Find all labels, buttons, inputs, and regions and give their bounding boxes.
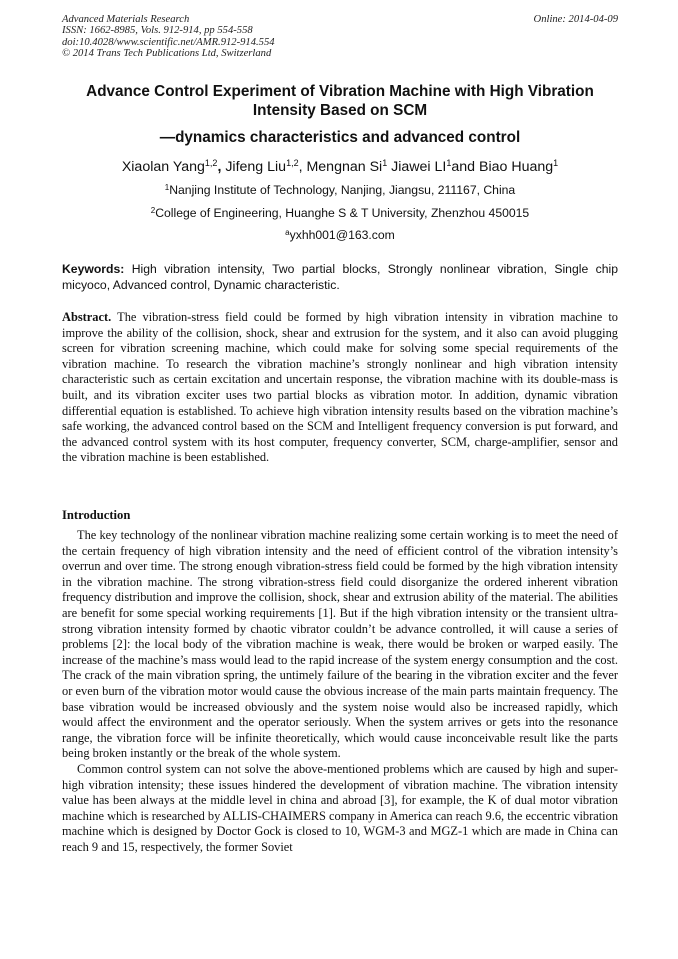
author-name: Biao Huang [479,159,554,175]
affiliation-text: Nanjing Institute of Technology, Nanjing, Jiangsu, 211167, China [169,183,516,197]
author-name: Xiaolan Yang [121,159,205,175]
author-separator: and [451,159,479,175]
author-separator: , [298,159,307,175]
author-name: Mengnan Si [306,159,383,175]
paper-title: Advance Control Experiment of Vibration Machine with High Vibration Intensity Based on SCM [86,83,594,119]
affiliation-marker: 1 [164,183,170,192]
author-separator: , [217,159,226,175]
affiliation-text: College of Engineering, Huanghe S & T University, Zhenzhou 450015 [155,206,530,220]
abstract-text: The vibration-stress field could be formed by high vibration intensity in vibration machine to improve the ability of the collision, shock, shear and extrusion for the system, and it also can avoid plugging screen for vibration screening machine, which could make for solving some special requirements of the vibration machine. To research the vibration machine’s strongly nonlinear and high vibration intensity characteristic such as certain excitation and uncertain response, the vibration machine with its double-mass is built, and its vibration exciter uses two partial blocks as vibration motor. In addition, dynamic vibration differential equation is established. To achieve high vibration intensity results based on the vibration machine’s safe working, the advanced control based on the SCM and Intelligent frequency conversion is put forward, and the advanced control system with its host computer, frequency converter, SCM, charge-amplifier, sensor and the vibration machine is been established. [62,310,618,465]
author-name: Jiawei LI [391,159,447,175]
keywords-block [62,262,618,293]
affiliation-marker: a [285,228,290,237]
author-name: Jifeng Liu [225,159,287,175]
issn-line: ISSN: 1662-8985, Vols. 912-914, pp 554-558 [62,25,253,37]
affiliation-1 [62,183,618,197]
author-affiliation-marker: 1 [446,158,452,168]
online-date: Online: 2014-04-09 [533,14,618,25]
author-affiliation-marker: 1,2 [204,158,218,168]
body-paragraph: The key technology of the nonlinear vibration machine realizing some certain working is to meet the need of the certain frequency of high vibration intensity and the need of efficient control of the vibration intensity’s overrun and over time. The strong enough vibration-stress field could be formed by the high vibration intensity in the vibration machine. The strong vibration-stress field could disorganize the ordered inherent vibration frequency distribution and improve the collision, shock, shear and extrusion ability of the material. The abilities are benefit for some special working requirements [1]. But if the high vibration intensity or the transient ultra-strong vibration intensity formed by chaotic vibrator couldn’t be advance controlled, it will cause a series of problems [2]: the local body of the vibration machine is weak, there would be broken or warped easily. The increase of the machine’s mass would lead to the rapid increase of the system energy consumption and the cost. The crack of the main vibration spring, the untimely failure of the bearing in the vibration exciter and the fever or even burn of the vibration motor would cause the obvious increase of the main parts maintain frequency. The base vibration would be increased obviously and the system noise would also be increased rapidly, which would affect the environment and the operator seriously. When the system arrives or gets into the resonance range, the vibration force will be infinite theoretically, which would cause inconceivable result like the parts being broken instantly or the break of the whole system. [62,528,618,761]
section-heading-introduction: Introduction [62,508,131,522]
author-list [62,158,618,176]
author-affiliation-marker: 1,2 [286,158,299,168]
corresponding-email [62,228,618,242]
journal-header [62,14,618,59]
abstract-label: Abstract. [62,310,112,324]
introduction-body [62,528,618,855]
journal-name: Advanced Materials Research [62,14,190,25]
author-affiliation-marker: 1 [553,158,559,168]
affiliation-2 [62,206,618,220]
copyright-line: © 2014 Trans Tech Publications Ltd, Switzerland [62,47,272,59]
email-link[interactable]: yxhh001@163.com [289,228,395,242]
keywords-label: Keywords: [62,262,125,276]
affiliation-marker: 2 [150,206,156,215]
author-affiliation-marker: 1 [382,158,388,168]
paper-subtitle: —dynamics characteristics and advanced control [159,129,521,146]
body-paragraph: Common control system can not solve the above-mentioned problems which are caused by high and super-high vibration intensity; these issues hindered the development of vibration machine. The vibration intensity value has been always at the middle level in china and abroad [3], for example, the K of dual motor vibration machine which is researched by ALLIS-CHAIMERS company in America can reach 9.6, the eccentric vibration machine which is designed by Doctor Gock is closed to 10, WGM-3 and MGZ-1 which are made in China can reach 9 and 15, respectively, the former Soviet [62,761,619,854]
abstract-block [62,310,618,466]
keywords-text: High vibration intensity, Two partial blocks, Strongly nonlinear vibration, Single chip micyoco, Advanced control, Dynamic characteristic. [62,262,618,292]
doi-line[interactable]: doi:10.4028/www.scientific.net/AMR.912-914.554 [62,36,275,48]
